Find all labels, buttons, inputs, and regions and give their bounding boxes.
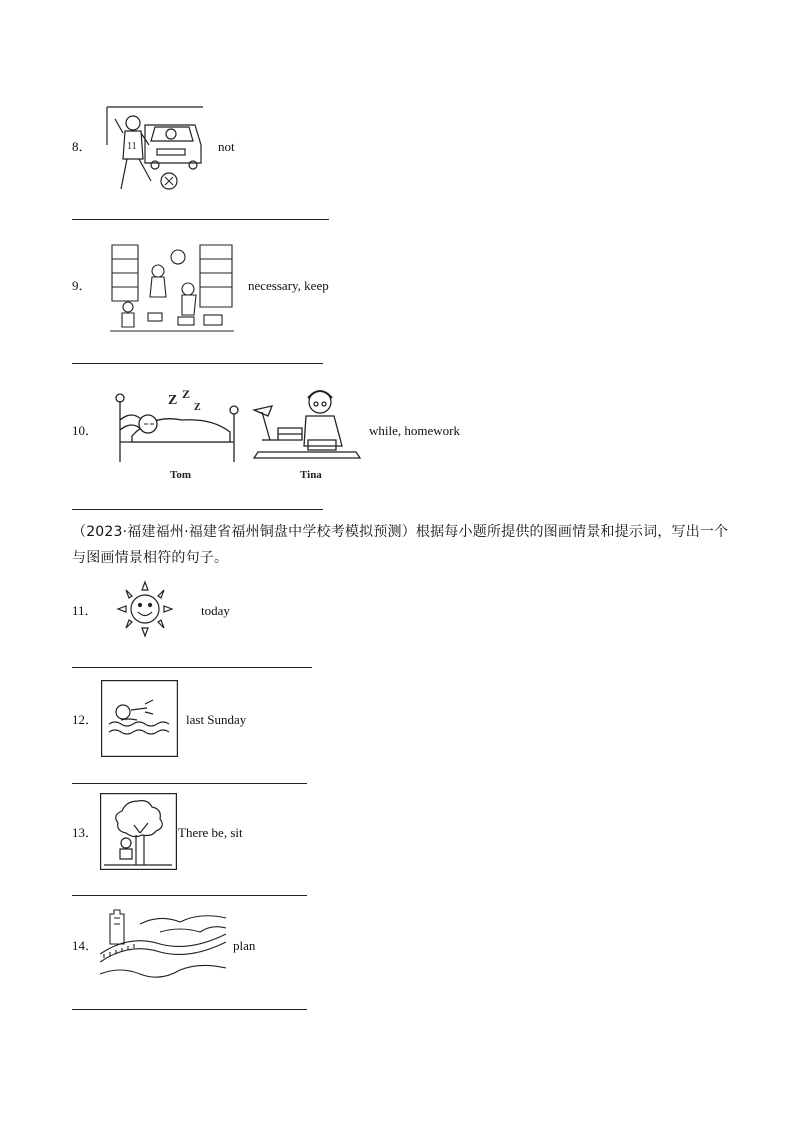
- hint-words: today: [201, 603, 230, 618]
- hint-words: not: [218, 139, 235, 154]
- svg-text:Z: Z: [194, 402, 201, 413]
- answer-line[interactable]: [72, 895, 307, 896]
- question-number: 9．: [72, 278, 92, 293]
- answer-line[interactable]: [72, 509, 323, 510]
- tom-sleeping-tina-studying-icon: [112, 380, 364, 482]
- question-number: 13．: [72, 825, 99, 840]
- svg-text:11: 11: [127, 141, 137, 152]
- answer-line[interactable]: [72, 363, 323, 364]
- tree-with-child-icon: [100, 793, 177, 870]
- boy-kicking-ball-near-car-icon: [105, 105, 205, 195]
- svg-text:Z: Z: [182, 387, 191, 401]
- answer-line[interactable]: [72, 219, 329, 220]
- hint-words: while, homework: [369, 423, 460, 438]
- swimming-boy-icon: [101, 680, 178, 757]
- question-number: 8．: [72, 139, 92, 154]
- sun-icon: [100, 578, 190, 640]
- svg-text:Z: Z: [168, 393, 178, 408]
- hint-words: There be, sit: [178, 825, 243, 840]
- question-number: 12．: [72, 712, 99, 727]
- tom-caption: Tom: [170, 469, 191, 481]
- hint-words: plan: [233, 938, 256, 953]
- question-number: 10．: [72, 423, 99, 438]
- answer-line[interactable]: [72, 783, 307, 784]
- section-instruction: （2023·福建福州·福建省福州铜盘中学校考模拟预测）根据每小题所提供的图画情景和提示词，写出一个与图画情景相符的句子。: [72, 524, 729, 566]
- great-wall-icon: [100, 904, 226, 986]
- answer-line[interactable]: [72, 667, 312, 668]
- hint-words: necessary, keep: [248, 278, 329, 293]
- question-number: 11．: [72, 603, 98, 618]
- tina-caption: Tina: [300, 469, 322, 481]
- messy-library-icon: [108, 241, 236, 333]
- question-number: 14．: [72, 938, 99, 953]
- answer-line[interactable]: [72, 1009, 307, 1010]
- hint-words: last Sunday: [186, 712, 247, 727]
